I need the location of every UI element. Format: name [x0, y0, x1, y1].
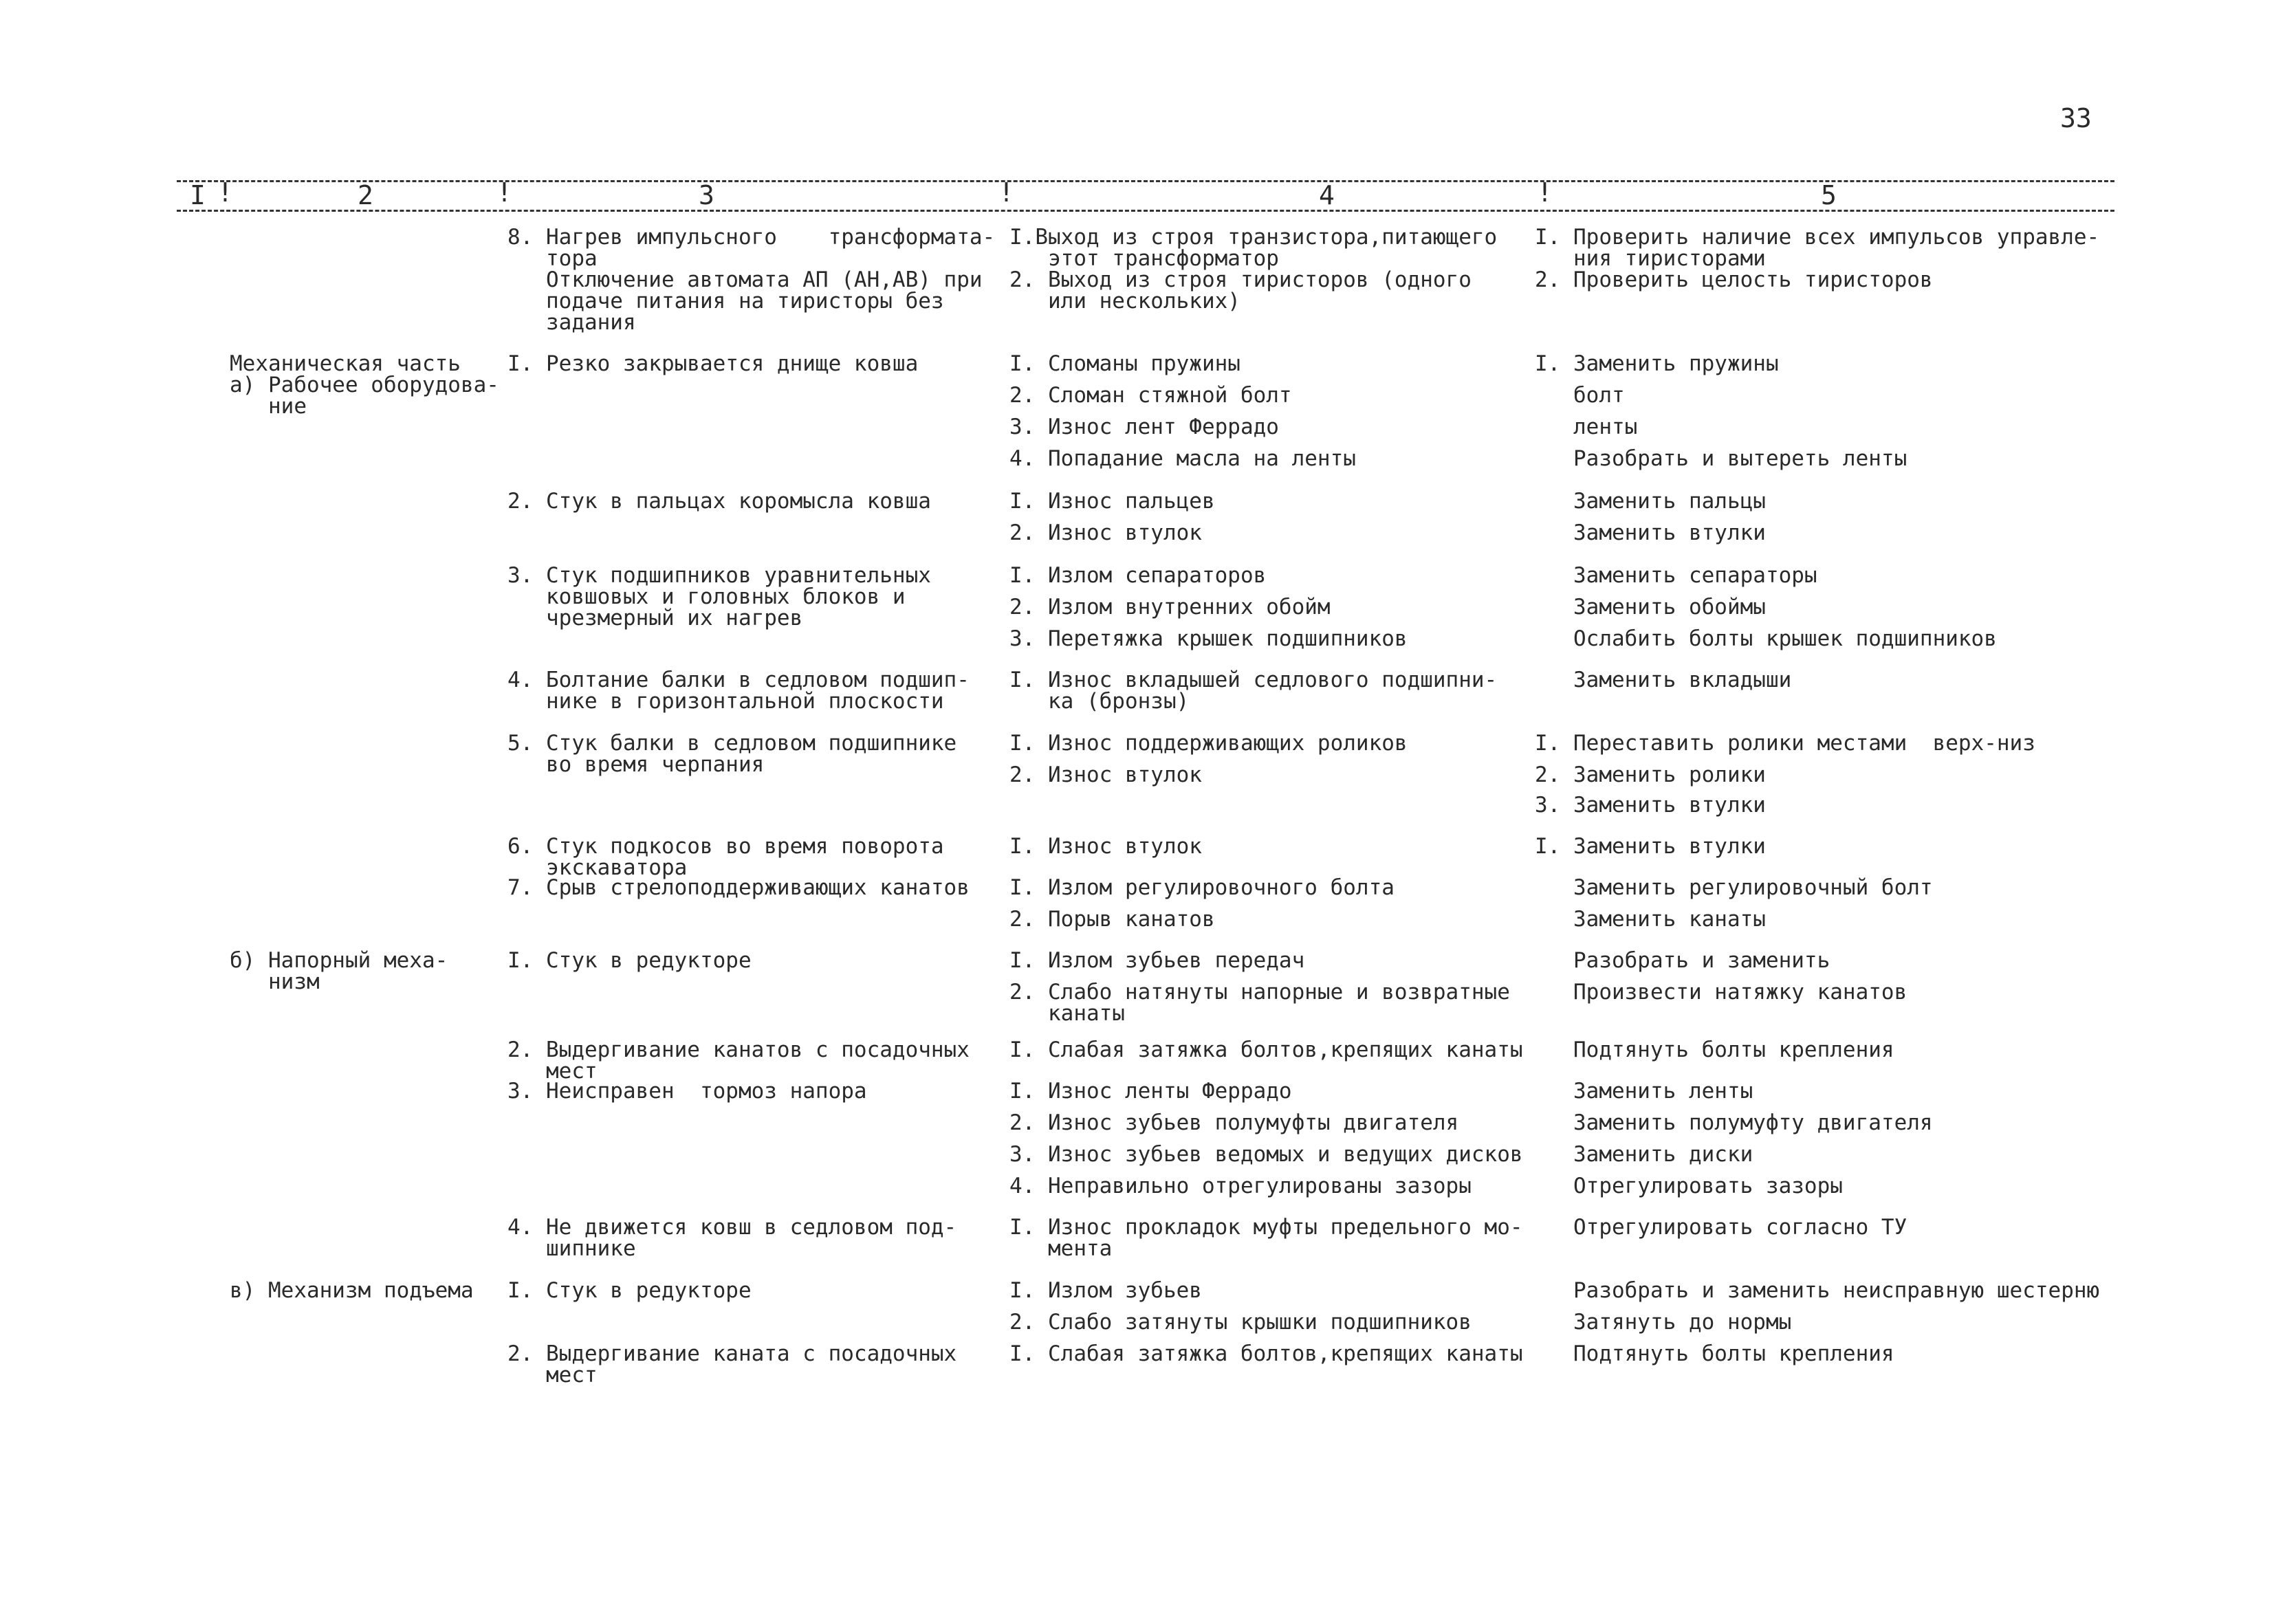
cell-cause: I. Излом регулировочного болта	[1009, 875, 1395, 900]
cell-remedy: 2. Проверить целость тиристоров	[1535, 267, 1933, 292]
cell-cause: I. Слабая затяжка болтов,крепящих канаты	[1009, 1341, 1523, 1366]
cell-cause: 2. Износ втулок	[1009, 520, 1202, 545]
cell-remedy: I. Заменить втулки	[1535, 834, 1766, 859]
cell-remedy: Заменить регулировочный болт	[1535, 875, 1933, 900]
cell-remedy: Отрегулировать зазоры	[1535, 1174, 1843, 1198]
cell-cause: I.Выход из строя транзистора,питающего этот трансформатор	[1009, 225, 1498, 271]
cell-cause: 3. Износ лент Феррадо	[1009, 415, 1279, 439]
cell-cause: I. Износ ленты Феррадо	[1009, 1079, 1292, 1104]
cell-remedy: Подтянуть болты крепления	[1535, 1038, 1894, 1062]
cell-cause: 2. Излом внутренних обойм	[1009, 595, 1331, 619]
header-sep-1: !	[217, 177, 233, 208]
cell-remedy: Заменить ленты	[1535, 1079, 1753, 1104]
cell-remedy: I. Заменить пружины	[1535, 351, 1779, 376]
cell-cause: 2. Износ втулок	[1009, 762, 1202, 787]
cell-remedy: Произвести натяжку канатов	[1535, 980, 1907, 1005]
cell-cause: 2. Слабо натянуты напорные и возвратные канаты	[1009, 980, 1510, 1026]
cell-remedy: 2. Заменить ролики	[1535, 762, 1766, 787]
header-sep-3: !	[998, 177, 1014, 208]
header-col2: 2	[358, 180, 373, 210]
cell-remedy: ленты	[1535, 415, 1638, 439]
cell-cause: I. Сломаны пружины	[1009, 351, 1240, 376]
cell-problem: 7. Срыв стрелоподдерживающих канатов	[507, 875, 970, 900]
cell-cause: I. Излом зубьев передач	[1009, 948, 1305, 973]
cell-problem: 3. Неисправен тормоз напора	[507, 1079, 867, 1104]
cell-cause: 2. Выход из строя тиристоров (одного или нескольких)	[1009, 267, 1472, 314]
cell-cause: 3. Износ зубьев ведомых и ведущих дисков	[1009, 1142, 1523, 1167]
cell-remedy: 3. Заменить втулки	[1535, 793, 1766, 818]
cell-remedy: Заменить сепараторы	[1535, 563, 1817, 588]
cell-remedy: Заменить вкладыши	[1535, 668, 1792, 692]
cell-problem: I. Стук в редукторе	[507, 948, 752, 973]
cell-problem: I. Стук в редукторе	[507, 1278, 752, 1303]
cell-problem: 4. Болтание балки в седловом подшип- нике в горизонтальной плоскости	[507, 668, 970, 714]
cell-remedy: Разобрать и вытереть ленты	[1535, 446, 1907, 471]
cell-cause: 2. Слабо затянуты крышки подшипников	[1009, 1310, 1472, 1335]
cell-cause: I. Износ поддерживающих роликов	[1009, 731, 1408, 756]
cell-problem: 4. Не движется ковш в седловом под- шипнике	[507, 1215, 957, 1261]
cell-cause: 3. Перетяжка крышек подшипников	[1009, 626, 1408, 651]
cell-problem: Отключение автомата АП (АН,АВ) при подаче питания на тиристоры без задания	[545, 267, 983, 335]
header-col4: 4	[1319, 180, 1335, 210]
cell-section: Механическая часть а) Рабочее оборудова- ние	[230, 351, 499, 419]
cell-remedy: I. Переставить ролики местами верх-низ	[1535, 731, 2035, 756]
cell-remedy: Заменить обоймы	[1535, 595, 1766, 619]
cell-problem: 2. Выдергивание канатов с посадочных мест	[507, 1038, 970, 1084]
cell-cause: I. Износ вкладышей седлового подшипни- ка (бронзы)	[1009, 668, 1498, 714]
cell-problem: 5. Стук балки в седловом подшипнике во время черпания	[507, 731, 957, 777]
cell-cause: I. Излом сепараторов	[1009, 563, 1267, 588]
cell-remedy: Заменить диски	[1535, 1142, 1753, 1167]
cell-problem: 8. Нагрев импульсного трансформата- тора	[507, 225, 996, 271]
cell-remedy: Затянуть до нормы	[1535, 1310, 1792, 1335]
cell-remedy: Разобрать и заменить	[1535, 948, 1830, 973]
cell-remedy: Заменить канаты	[1535, 907, 1766, 932]
cell-remedy: Ослабить болты крышек подшипников	[1535, 626, 1997, 651]
cell-section: б) Напорный меха- низм	[230, 948, 448, 994]
cell-remedy: Заменить пальцы	[1535, 489, 1766, 514]
cell-problem: 3. Стук подшипников уравнительных ковшовых и головных блоков и чрезмерный их нагрев	[507, 563, 931, 630]
header-col5: 5	[1821, 180, 1837, 210]
header-col1: I	[190, 180, 206, 210]
page-number: 33	[2060, 103, 2092, 133]
cell-problem: 6. Стук подкосов во время поворота экскаватора	[507, 834, 944, 880]
cell-remedy: Заменить втулки	[1535, 520, 1766, 545]
header-col3: 3	[699, 180, 714, 210]
cell-cause: I. Износ втулок	[1009, 834, 1202, 859]
cell-remedy: Отрегулировать согласно ТУ	[1535, 1215, 1907, 1240]
cell-cause: 4. Неправильно отрегулированы зазоры	[1009, 1174, 1472, 1198]
cell-remedy: I. Проверить наличие всех импульсов управле- ния тиристорами	[1535, 225, 2100, 271]
cell-cause: 4. Попадание масла на ленты	[1009, 446, 1356, 471]
header-sep-4: !	[1537, 177, 1553, 208]
cell-remedy: Подтянуть болты крепления	[1535, 1341, 1894, 1366]
cell-cause: 2. Сломан стяжной болт	[1009, 383, 1292, 408]
cell-problem: I. Резко закрывается днище ковша	[507, 351, 919, 376]
cell-cause: 2. Износ зубьев полумуфты двигателя	[1009, 1110, 1459, 1135]
cell-cause: I. Износ прокладок муфты предельного мо- мента	[1009, 1215, 1523, 1261]
cell-remedy: Разобрать и заменить неисправную шестерню	[1535, 1278, 2100, 1303]
cell-remedy: болт	[1535, 383, 1625, 408]
cell-problem: 2. Выдергивание каната с посадочных мест	[507, 1341, 957, 1387]
cell-cause: I. Слабая затяжка болтов,крепящих канаты	[1009, 1038, 1523, 1062]
cell-remedy: Заменить полумуфту двигателя	[1535, 1110, 1933, 1135]
cell-cause: I. Излом зубьев	[1009, 1278, 1202, 1303]
header-sep-2: !	[496, 177, 512, 208]
cell-cause: I. Износ пальцев	[1009, 489, 1215, 514]
cell-cause: 2. Порыв канатов	[1009, 907, 1215, 932]
cell-problem: 2. Стук в пальцах коромысла ковша	[507, 489, 931, 514]
cell-section: в) Механизм подъема	[230, 1278, 474, 1303]
